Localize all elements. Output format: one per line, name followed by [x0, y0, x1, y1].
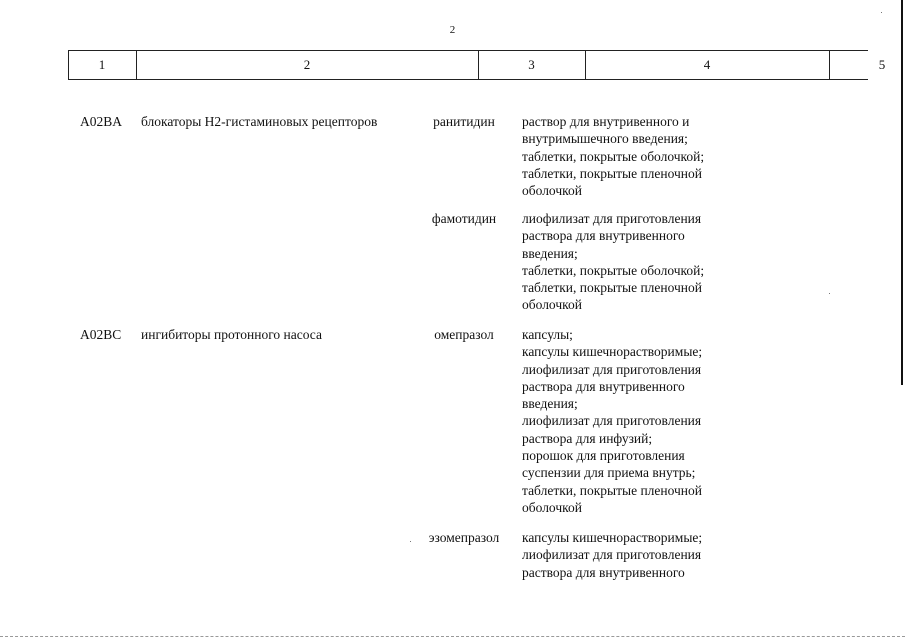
dosage-form-line: лиофилизат для приготовления — [522, 413, 702, 429]
drug-name: омепразол — [434, 327, 494, 342]
dosage-form-line: оболочкой — [522, 297, 582, 313]
dosage-form-line: раствора для инфузий; — [522, 430, 653, 446]
dosage-form-line: таблетки, покрытые пленочной — [522, 482, 703, 498]
dosage-form-line: таблетки, покрытые пленочной — [522, 165, 703, 181]
dosage-form-line: капсулы кишечнорастворимые; — [522, 530, 703, 545]
dosage-form-line: раствора для внутривенного — [522, 564, 685, 580]
page-number: 2 — [449, 24, 456, 36]
dosage-form-line: раствор для внутривенного и — [522, 114, 690, 129]
dosage-forms — [522, 326, 702, 516]
dosage-forms — [522, 210, 704, 314]
scan-edge-bottom — [0, 636, 905, 637]
atc-code: A02BC — [80, 327, 122, 342]
drug-name: ранитидин — [433, 114, 495, 129]
group-name: ингибиторы протонного насоса — [141, 327, 322, 342]
scan-speck — [410, 541, 411, 542]
dosage-form-line: таблетки, покрытые оболочкой; — [522, 262, 705, 278]
dosage-forms — [522, 529, 702, 581]
dosage-form-line: капсулы; — [522, 327, 573, 342]
dosage-form-line: оболочкой — [522, 499, 582, 515]
header-col-1: 1 — [98, 57, 106, 72]
scan-speck — [829, 293, 830, 294]
dosage-form-line: раствора для внутривенного — [522, 228, 685, 244]
scan-edge — [901, 0, 903, 385]
dosage-form-line: капсулы кишечнорастворимые; — [522, 344, 703, 360]
dosage-form-line: суспензии для приема внутрь; — [522, 465, 696, 481]
dosage-form-line: внутримышечного введения; — [522, 131, 688, 147]
dosage-forms — [522, 113, 704, 199]
header-col-2: 2 — [303, 57, 311, 72]
dosage-form-line: таблетки, покрытые пленочной — [522, 280, 703, 296]
dosage-form-line: лиофилизат для приготовления — [522, 211, 702, 226]
scan-speck — [881, 12, 882, 13]
header-col-4: 4 — [703, 57, 711, 72]
atc-code: A02BA — [80, 114, 123, 129]
group-name: блокаторы Н2-гистаминовых рецепторов — [141, 114, 378, 129]
dosage-form-line: лиофилизат для приготовления — [522, 361, 702, 377]
dosage-form-line: таблетки, покрытые оболочкой; — [522, 148, 705, 164]
dosage-form-line: раствора для внутривенного — [522, 378, 685, 394]
drug-name: эзомепразол — [428, 530, 500, 545]
table-header-row — [68, 50, 886, 80]
drug-name: фамотидин — [431, 211, 497, 226]
dosage-form-line: введения; — [522, 245, 578, 261]
dosage-form-line: лиофилизат для приготовления — [522, 547, 702, 563]
header-col-3: 3 — [528, 57, 535, 72]
dosage-form-line: оболочкой — [522, 183, 582, 199]
dosage-form-line: порошок для приготовления — [522, 448, 685, 464]
header-col-5: 5 — [878, 57, 886, 72]
dosage-form-line: введения; — [522, 396, 578, 412]
